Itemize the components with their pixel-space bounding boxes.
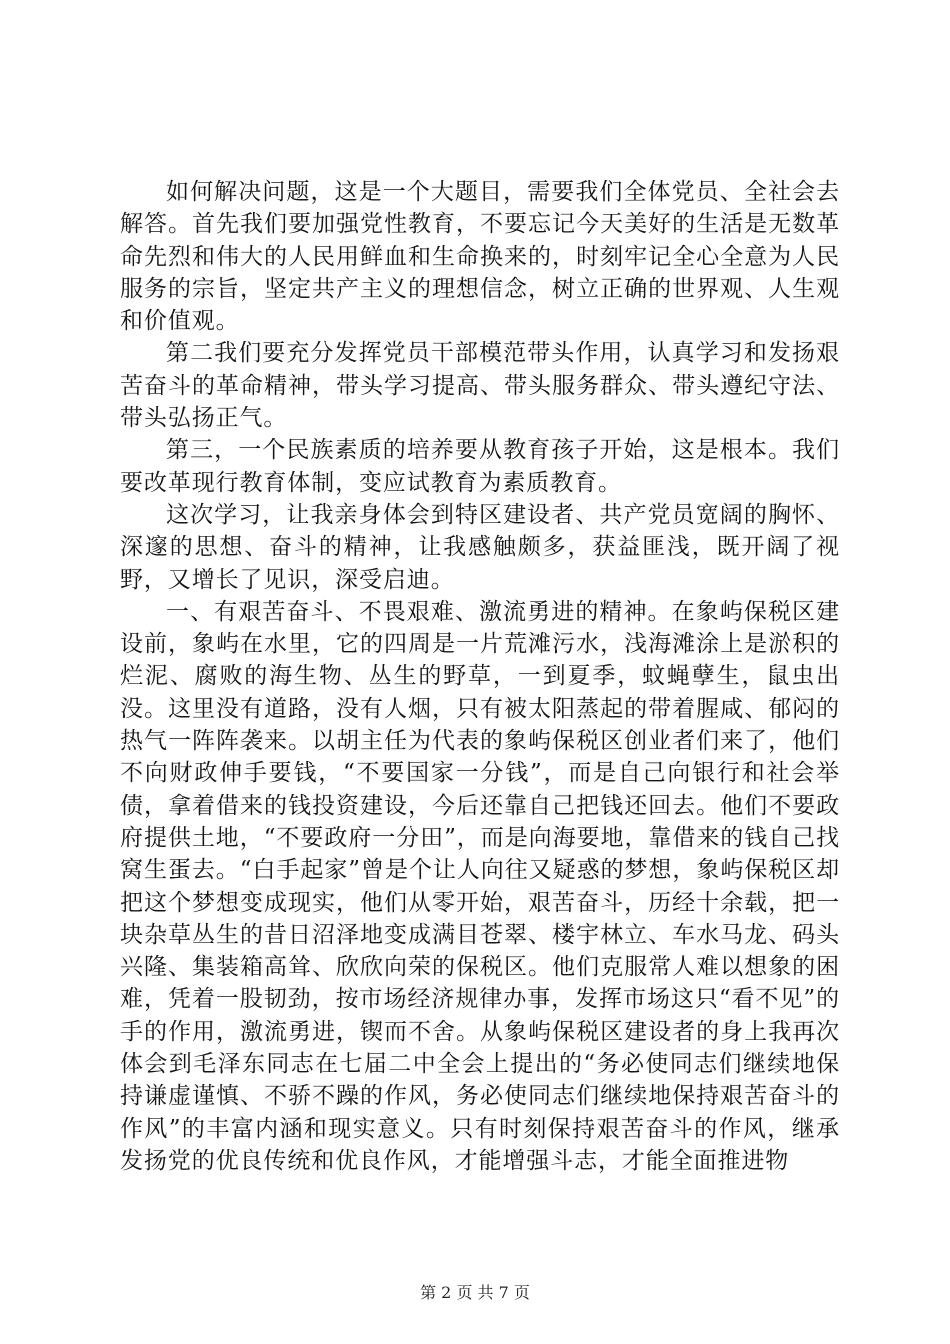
paragraph: 一、有艰苦奋斗、不畏艰难、激流勇进的精神。在象屿保税区建设前，象屿在水里，它的四周是一片荒滩污水，浅海滩涂上是淤积的烂泥、腐败的海生物、丛生的野草，一到夏季，蚊蝇孽生，鼠虫出没。这里没有道路，没有人烟，只有被太阳蒸起的带着腥咸、郁闷的热气一阵阵袭来。以胡主任为代表的象屿保税区创业者们来了，他们不向财政伸手要钱，“不要国家一分钱”，而是自己向银行和社会举债，拿着借来的钱投资建设，今后还靠自己把钱还回去。他们不要政府提供土地，“不要政府一分田”，而是向海要地，靠借来的钱自己找窝生蛋去。“白手起家”曾是个让人向往又疑惑的梦想，象屿保税区却把这个梦想变成现实，他们从零开始，艰苦奋斗，历经十余载，把一块杂草丛生的昔日沼泽地变成满目苍翠、楼宇林立、车水马龙、码头兴隆、集装箱高耸、欣欣向荣的保税区。他们克服常人难以想象的困难，凭着一股韧劲，按市场经济规律办事，发挥市场这只“看不见”的手的作用，激流勇进，锲而不舍。从象屿保税区建设者的身上我再次体会到毛泽东同志在七届二中全会上提出的“务必使同志们继续地保持谦虚谨慎、不骄不躁的作风，务必使同志们继续地保持艰苦奋斗的作风”的丰富内涵和现实意义。只有时刻保持艰苦奋斗的作风，继承发扬党的优良传统和优良作风，才能增强斗志，才能全面推进物 — [120, 598, 840, 1174]
paragraph: 第三，一个民族素质的培养要从教育孩子开始，这是根本。我们要改革现行教育体制，变应试教育为素质教育。 — [120, 437, 840, 496]
paragraph: 第二我们要充分发挥党员干部模范带头作用，认真学习和发扬艰苦奋斗的革命精神，带头学习提高、带头服务群众、带头遵纪守法、带头弘扬正气。 — [120, 340, 840, 432]
paragraph: 这次学习，让我亲身体会到特区建设者、共产党员宽阔的胸怀、深邃的思想、奋斗的精神，让我感触颇多，获益匪浅，既开阔了视野，又增长了见识，深受启迪。 — [120, 501, 840, 593]
body-text — [120, 176, 840, 1177]
paragraph: 如何解决问题，这是一个大题目，需要我们全体党员、全社会去解答。首先我们要加强党性教育，不要忘记今天美好的生活是无数革命先烈和伟大的人民用鲜血和生命换来的，时刻牢记全心全意为人民服务的宗旨，坚定共产主义的理想信念，树立正确的世界观、人生观和价值观。 — [120, 179, 840, 335]
page-number-footer: 第 2 页 共 7 页 — [420, 1283, 530, 1302]
